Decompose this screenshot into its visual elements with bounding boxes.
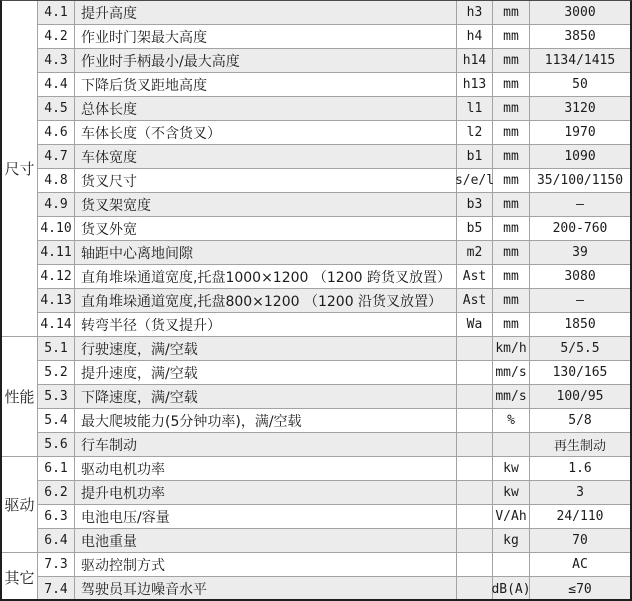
row-unit [493, 553, 530, 576]
table-row [38, 73, 630, 97]
table-row [38, 265, 630, 289]
category-label: 驱动 [2, 457, 38, 553]
row-symbol: Ast [457, 265, 493, 288]
row-description: 驱动控制方式 [75, 553, 457, 576]
row-description: 直角堆垛通道宽度,托盘1000×1200 （1200 跨货叉放置） [75, 265, 457, 288]
row-symbol [457, 457, 493, 480]
table-row [38, 193, 630, 217]
table-row [38, 433, 630, 457]
row-value: 5/5.5 [560, 341, 600, 356]
row-symbol: l1 [457, 97, 493, 120]
row-description: 车体宽度 [75, 145, 457, 168]
row-unit: mm [493, 289, 530, 312]
row-description: 转弯半径（货叉提升） [75, 313, 457, 336]
table-row [38, 145, 630, 169]
table-row [38, 457, 630, 481]
row-description: 驱动电机功率 [75, 457, 457, 480]
row-number: 7.3 [38, 553, 75, 576]
row-description: 货叉架宽度 [75, 193, 457, 216]
row-description: 电池重量 [75, 529, 457, 552]
row-symbol [457, 385, 493, 408]
row-number: 5.2 [38, 361, 75, 384]
row-symbol: h13 [457, 73, 493, 96]
row-value: ≤70 [568, 581, 592, 597]
category-column [2, 1, 38, 599]
table-row [38, 529, 630, 553]
row-number: 4.6 [38, 121, 75, 144]
row-number: 4.9 [38, 193, 75, 216]
row-number: 5.1 [38, 337, 75, 360]
table-row [38, 505, 630, 529]
row-symbol: Wa [457, 313, 493, 336]
row-unit: kw [493, 457, 530, 480]
row-unit: mm [493, 1, 530, 24]
table-row [38, 121, 630, 145]
row-value: 1850 [564, 317, 596, 332]
row-number: 5.4 [38, 409, 75, 432]
row-unit: km/h [493, 337, 530, 360]
row-unit: kw [493, 481, 530, 504]
row-description: 提升高度 [75, 1, 457, 24]
row-value: AC [572, 557, 588, 572]
row-unit: mm [493, 241, 530, 264]
row-symbol [457, 481, 493, 504]
row-number: 4.8 [38, 169, 75, 192]
table-row [38, 25, 630, 49]
row-symbol: l2 [457, 121, 493, 144]
row-value: 70 [572, 533, 588, 548]
row-value: 3 [576, 485, 584, 500]
row-number: 4.5 [38, 97, 75, 120]
row-symbol [457, 577, 493, 601]
row-number: 4.13 [38, 289, 75, 312]
row-value: 3850 [564, 29, 596, 44]
row-description: 货叉尺寸 [75, 169, 457, 192]
row-description: 下降速度，满/空载 [75, 385, 457, 408]
row-value: 100/95 [556, 389, 604, 404]
row-unit: mm [493, 145, 530, 168]
row-symbol [457, 553, 493, 576]
row-symbol [457, 505, 493, 528]
row-number: 7.4 [38, 577, 75, 601]
row-description: 车体长度（不含货叉） [75, 121, 457, 144]
row-value: 1.6 [568, 461, 592, 476]
row-symbol [457, 433, 493, 456]
row-description: 轴距中心离地间隙 [75, 241, 457, 264]
row-unit: mm/s [493, 361, 530, 384]
row-unit: V/Ah [493, 505, 530, 528]
row-description: 作业时手柄最小/最大高度 [75, 49, 457, 72]
row-unit: mm [493, 121, 530, 144]
row-symbol [457, 529, 493, 552]
row-description: 提升速度，满/空载 [75, 361, 457, 384]
row-number: 6.1 [38, 457, 75, 480]
row-symbol: b1 [457, 145, 493, 168]
row-description: 提升电机功率 [75, 481, 457, 504]
row-value: 5/8 [568, 413, 592, 428]
row-symbol: b5 [457, 217, 493, 240]
row-unit [493, 433, 530, 456]
table-row [38, 169, 630, 193]
row-value: 130/165 [552, 365, 608, 380]
row-value: 50 [572, 77, 588, 92]
row-unit: mm [493, 193, 530, 216]
row-description: 作业时门架最大高度 [75, 25, 457, 48]
row-symbol: b3 [457, 193, 493, 216]
row-number: 6.3 [38, 505, 75, 528]
table-row [38, 409, 630, 433]
table-row [38, 217, 630, 241]
row-symbol [457, 337, 493, 360]
row-symbol [457, 409, 493, 432]
row-number: 6.4 [38, 529, 75, 552]
table-row [38, 553, 630, 577]
row-value: – [576, 197, 584, 212]
row-symbol: s/e/l [457, 169, 493, 192]
row-unit: mm [493, 97, 530, 120]
row-number: 5.6 [38, 433, 75, 456]
row-symbol: h4 [457, 25, 493, 48]
row-description: 总体长度 [75, 97, 457, 120]
row-unit: mm [493, 49, 530, 72]
row-value: 3000 [564, 5, 596, 20]
category-label: 其它 [2, 553, 38, 601]
row-unit: mm [493, 169, 530, 192]
row-number: 6.2 [38, 481, 75, 504]
row-symbol: Ast [457, 289, 493, 312]
row-number: 4.12 [38, 265, 75, 288]
row-value: 39 [572, 245, 588, 260]
row-number: 4.7 [38, 145, 75, 168]
row-number: 4.4 [38, 73, 75, 96]
row-unit: dB(A) [493, 577, 530, 601]
row-symbol: h3 [457, 1, 493, 24]
row-unit: mm [493, 265, 530, 288]
row-symbol: h14 [457, 49, 493, 72]
row-value: 3120 [564, 101, 596, 116]
table-row [38, 361, 630, 385]
table-row [38, 97, 630, 121]
row-number: 4.3 [38, 49, 75, 72]
row-number: 4.14 [38, 313, 75, 336]
row-description: 驾驶员耳边噪音水平 [75, 577, 457, 601]
table-row [38, 1, 630, 25]
row-symbol [457, 361, 493, 384]
row-unit: mm/s [493, 385, 530, 408]
category-label: 尺寸 [2, 1, 38, 337]
table-row [38, 313, 630, 337]
table-row [38, 481, 630, 505]
row-unit: mm [493, 217, 530, 240]
rows-column [38, 1, 630, 599]
table-row [38, 241, 630, 265]
row-unit: % [493, 409, 530, 432]
row-description: 货叉外宽 [75, 217, 457, 240]
row-unit: mm [493, 25, 530, 48]
row-description: 行驶速度，满/空载 [75, 337, 457, 360]
row-value: 1134/1415 [544, 53, 616, 68]
row-number: 4.2 [38, 25, 75, 48]
row-value: 3080 [564, 269, 596, 284]
row-description: 最大爬坡能力(5分钟功率)，满/空载 [75, 409, 457, 432]
row-value: 24/110 [556, 509, 604, 524]
row-number: 5.3 [38, 385, 75, 408]
row-description: 下降后货叉距地高度 [75, 73, 457, 96]
row-unit: kg [493, 529, 530, 552]
row-unit: mm [493, 313, 530, 336]
row-description: 直角堆垛通道宽度,托盘800×1200 （1200 沿货叉放置） [75, 289, 457, 312]
row-value: 1090 [564, 149, 596, 164]
row-description: 行车制动 [75, 433, 457, 456]
row-value: 200-760 [552, 221, 608, 236]
table-row [38, 385, 630, 409]
row-value: 35/100/1150 [536, 173, 624, 188]
row-number: 4.11 [38, 241, 75, 264]
row-symbol: m2 [457, 241, 493, 264]
table-row [38, 337, 630, 361]
row-unit: mm [493, 73, 530, 96]
row-description: 电池电压/容量 [75, 505, 457, 528]
table-row [38, 577, 630, 601]
row-value: 1970 [564, 125, 596, 140]
row-number: 4.1 [38, 1, 75, 24]
row-number: 4.10 [38, 217, 75, 240]
table-row [38, 289, 630, 313]
table-row [38, 49, 630, 73]
category-label: 性能 [2, 337, 38, 457]
row-value: – [576, 293, 584, 308]
row-value: 再生制动 [553, 439, 606, 454]
